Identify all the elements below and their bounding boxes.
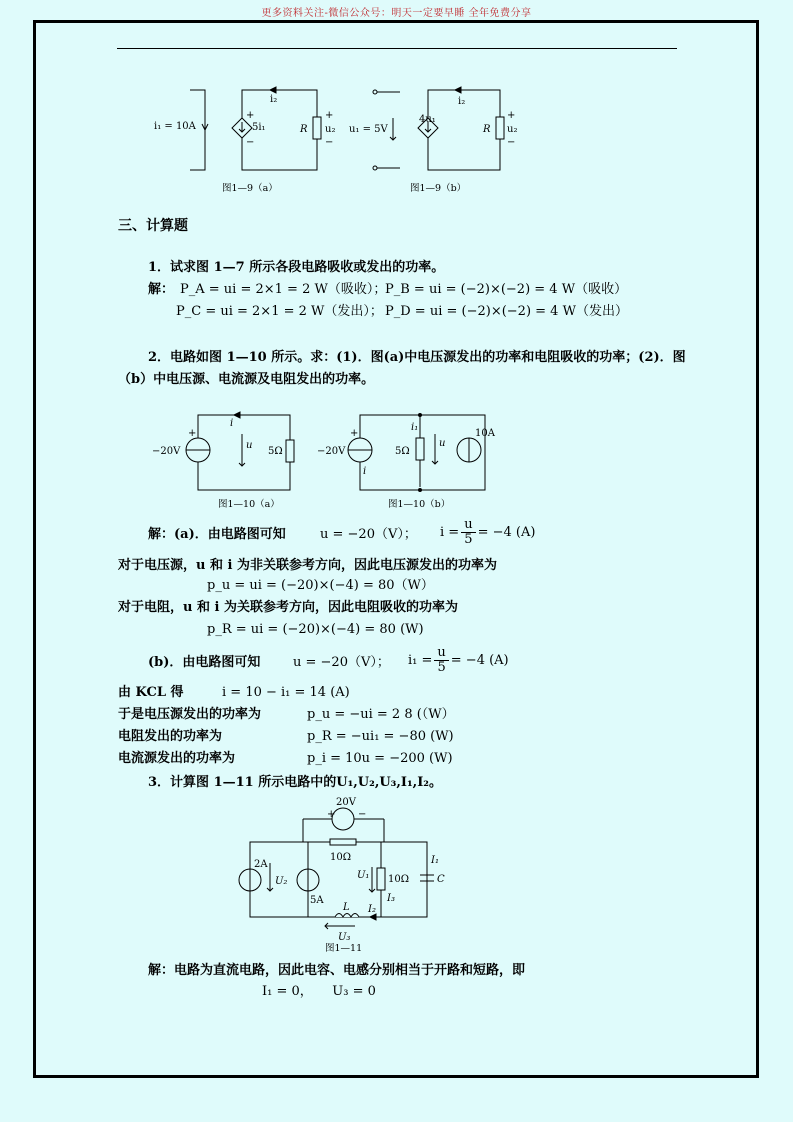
- figure-1-10-a: [150, 412, 300, 492]
- q2-sol-b-u: u = −20（V）；: [293, 655, 390, 670]
- plus-sign: +: [188, 428, 197, 439]
- header-rule: [117, 48, 677, 49]
- q2-sol-b-label: (b)．由电路图可知: [148, 655, 261, 670]
- ctrl-5i1: 5i₁: [252, 122, 266, 133]
- figure-1-9-b: [345, 80, 525, 190]
- q1-solution-label: 解：: [148, 282, 175, 297]
- label-u2: u₂: [325, 124, 336, 135]
- q1-pc: P_C = ui = 2×1 = 2 W（发出）；: [176, 304, 383, 319]
- figure-1-10-a-caption: 图1—10（a）: [218, 499, 280, 510]
- label-R: R: [483, 124, 491, 135]
- q2-sol-a-u: u = −20（V）；: [320, 527, 417, 542]
- q2-r2: p_R = −ui₁ = −80 (W): [307, 729, 454, 744]
- q2-r2-label: 电阻发出的功率为: [118, 729, 223, 744]
- label-u: u: [439, 438, 446, 449]
- q3-text: 3．计算图 1—11 所示电路中的U₁,U₂,U₃,I₁,I₂。: [148, 775, 442, 790]
- current-source-5A: 5A: [310, 895, 324, 906]
- q2-kcl: i = 10 − i₁ = 14 (A): [222, 685, 350, 700]
- resistor-label-right: 10Ω: [388, 874, 410, 885]
- q2-r1: p_u = −ui = 2 8 (（W）: [307, 707, 455, 722]
- label-U1: U₁: [357, 870, 370, 881]
- label-u: u: [246, 440, 253, 451]
- plus-sign: +: [327, 809, 336, 820]
- q2-kcl-label: 由 KCL 得: [118, 685, 184, 700]
- voltage-label: −20V: [317, 446, 346, 457]
- q3-result: I₁ = 0， U₃ = 0: [262, 984, 376, 999]
- voltage-label-u1: u₁ = 5V: [349, 124, 388, 135]
- q2-pr: p_R = ui = (−20)×(−4) = 80 (W): [207, 622, 424, 637]
- plus-sign: +: [325, 110, 334, 121]
- label-I1: I₁: [431, 855, 439, 866]
- minus-sign: −: [358, 809, 367, 820]
- label-R: R: [300, 124, 308, 135]
- figure-1-9-b-caption: 图1—9（b）: [410, 183, 467, 194]
- resistor-label: 5Ω: [395, 446, 410, 457]
- q2-sol-a-label: 解：(a)．由电路图可知: [148, 527, 286, 542]
- label-u2: u₂: [507, 124, 518, 135]
- figure-1-10-b: [315, 412, 505, 492]
- voltage-source-label: 20V: [336, 797, 356, 808]
- plus-sign: +: [246, 110, 255, 121]
- label-i2: i₂: [270, 94, 278, 105]
- figure-1-11-caption: 图1—11: [325, 943, 363, 954]
- plus-sign: +: [350, 428, 359, 439]
- figure-1-9-a-caption: 图1—9（a）: [222, 183, 278, 194]
- plus-sign: +: [507, 110, 516, 121]
- minus-sign: −: [246, 137, 255, 148]
- q2-sol-b-i: i₁ = $\frac{u}{5}$ = −4 (A): [408, 645, 509, 675]
- figure-1-10-b-caption: 图1—10（b）: [388, 499, 451, 510]
- ctrl-4u1: 4u₁: [419, 114, 436, 125]
- minus-sign: −: [507, 137, 516, 148]
- q2-r1-label: 于是电压源发出的功率为: [118, 707, 262, 722]
- label-C: C: [437, 874, 445, 885]
- current-source-2A: 2A: [254, 859, 268, 870]
- header-banner: 更多资料关注-微信公众号：明天一定要早睡 全年免费分享: [261, 8, 532, 19]
- q1-pd: P_D = ui = (−2)×(−2) = 4 W（发出）: [385, 304, 628, 319]
- label-U2: U₂: [275, 876, 288, 887]
- label-I3: I₃: [387, 893, 395, 904]
- minus-sign: −: [325, 137, 334, 148]
- current-source-label: 10A: [475, 428, 495, 439]
- q2-pu: p_u = ui = (−20)×(−4) = 80（W）: [207, 578, 434, 593]
- q2-text-line1: 2．电路如图 1—10 所示。求：(1)．图(a)中电压源发出的功率和电阻吸收的功率；(2)．图: [148, 350, 686, 365]
- q2-line-resistor: 对于电阻，u 和 i 为关联参考方向，因此电阻吸收的功率为: [118, 600, 458, 615]
- label-i2: i₂: [458, 96, 466, 107]
- q1-pa: P_A = ui = 2×1 = 2 W（吸收）；: [180, 282, 387, 297]
- label-i: i: [363, 466, 367, 477]
- q3-solution: 解：电路为直流电路，因此电容、电感分别相当于开路和短路，即: [148, 963, 526, 978]
- resistor-label: 5Ω: [268, 446, 283, 457]
- label-I2: I₂: [368, 904, 376, 915]
- q1-text: 1．试求图 1—7 所示各段电路吸收或发出的功率。: [148, 260, 445, 275]
- q1-pb: P_B = ui = (−2)×(−2) = 4 W（吸收）: [385, 282, 628, 297]
- figure-1-11: [230, 795, 450, 955]
- q2-text-line2: （b）中电压源、电流源及电阻发出的功率。: [118, 372, 375, 387]
- voltage-label: −20V: [152, 446, 181, 457]
- q2-r3: p_i = 10u = −200 (W): [307, 751, 453, 766]
- label-L: L: [343, 902, 350, 913]
- label-i1: i₁: [411, 422, 419, 433]
- current-label-i1: i₁ = 10A: [154, 121, 196, 132]
- q2-sol-a-i: i = $\frac{u}{5}$ = −4 (A): [440, 517, 536, 547]
- q2-r3-label: 电流源发出的功率为: [118, 751, 236, 766]
- q2-line-voltage-source: 对于电压源，u 和 i 为非关联参考方向，因此电压源发出的功率为: [118, 558, 497, 573]
- label-i: i: [230, 418, 234, 429]
- resistor-label-top: 10Ω: [330, 852, 352, 863]
- label-U3: U₃: [338, 932, 351, 943]
- figure-1-9-a: [150, 80, 340, 190]
- section-title: 三、计算题: [118, 218, 188, 234]
